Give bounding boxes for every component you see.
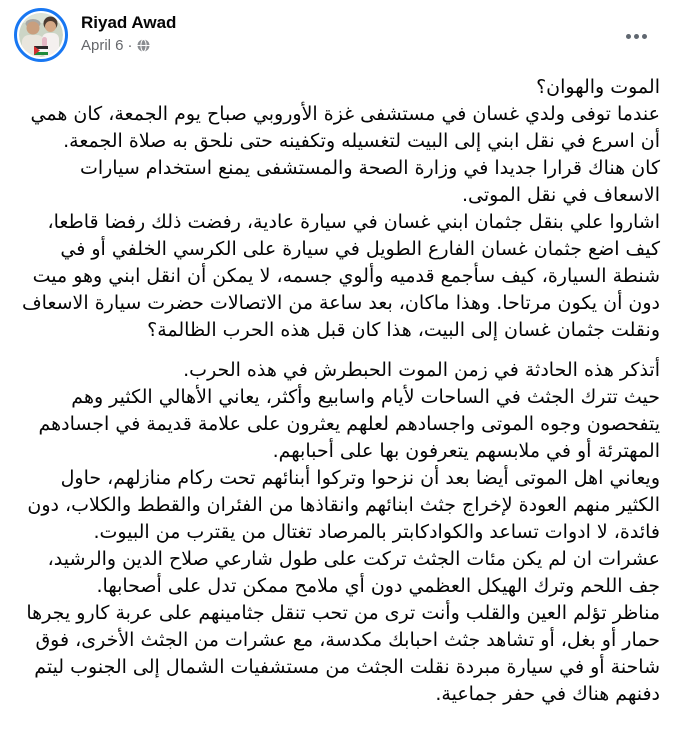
post-paragraph: عشرات ان لم يكن مئات الجثث تركت على طول شارعي صلاح الدين والرشيد، جف اللحم وترك الهيكل العظمي دون أي ملامح ممكن تدل على أصحابها.	[47, 548, 660, 597]
palestinian-flag	[34, 46, 48, 55]
post-header-info	[81, 8, 176, 55]
post-paragraph: ويعاني اهل الموتى أيضا بعد أن نزحوا وتركوا أبنائهم تحت ركام منازلهم، حاول الكثير منهم العودة لإخراج جثث ابنائهم وانقاذها من الفئران والقطط والكلاب، دون فائدة، لا ادوات تساعد والكوادكابتر بالمرصاد تغتال من يقترب من البيوت.	[27, 467, 660, 543]
post-paragraph: عندما توفى ولدي غسان في مستشفى غزة الأوروبي صباح يوم الجمعة، كان همي أن اسرع في نقل ابني إلى البيت لتغسيله وتكفينه حتى نلحق به صلاة الجمعة.	[30, 103, 660, 152]
avatar-photo	[19, 13, 63, 57]
post-paragraph: اشاروا علي بنقل جثمان ابني غسان في سيارة عادية، رفضت ذلك رفضا قاطعا، كيف اضع جثمان غسان الفارع الطويل في سيارة على الكرسي الخلفي أو في شنطة السيارة، كيف سأجمع قدميه وألوي جسمه، لا يمكن أن انقل ابني وهو ميت دون أن يكون مرتاحا. وهذا ماكان، بعد ساعة من الاتصالات حضرت سيارة الاسعاف ونقلت جثمان غسان إلى البيت، هذا كان قبل هذه الحرب الظالمة؟	[21, 211, 660, 341]
avatar	[19, 13, 63, 57]
post-paragraph: كان هناك قرارا جديدا في وزارة الصحة والمستشفى يمنع استخدام سيارات الاسعاف في نقل الموتى.	[79, 157, 660, 206]
ellipsis-dot	[634, 34, 639, 39]
profile-picture[interactable]	[14, 8, 68, 62]
post-paragraph: أتذكر هذه الحادثة في زمن الموت الحبطرش في هذه الحرب.	[183, 359, 660, 381]
post-paragraph: حيث تترك الجثث في الساحات لأيام واسابيع وأكثر، يعاني الأهالي الكثير وهم يتفحصون وجوه الموتى واجسادهم لعلهم يعثرون على علامة قديمة في اجسادهم المهترئة أو في ملابسهم يتعرفون بها على أحبابهم.	[38, 386, 660, 462]
post-timestamp[interactable]: April 6	[81, 37, 124, 54]
post-body	[0, 66, 673, 708]
more-options-button[interactable]	[622, 28, 651, 45]
ellipsis-dot	[642, 34, 647, 39]
meta-separator: ·	[127, 37, 133, 54]
post-paragraph: الموت والهوان؟	[536, 76, 660, 98]
ellipsis-dot	[626, 34, 631, 39]
post-header	[0, 0, 673, 66]
post-paragraph: مناظر تؤلم العين والقلب وأنت ترى من تحب تنقل جثامينهم على عربة كارو يجرها حمار أو بغل، أو تشاهد جثث احبابك مكدسة، مع عشرات من الجثث الأخرى، فوق شاحنة أو في سيارة مبردة نقلت الجثث من مستشفيات الشمال إلى الجنوب ليتم دفنهم هناك في حفر جماعية.	[26, 602, 660, 705]
globe-icon	[137, 39, 150, 52]
author-name[interactable]: Riyad Awad	[81, 13, 177, 32]
post-meta	[81, 36, 176, 55]
